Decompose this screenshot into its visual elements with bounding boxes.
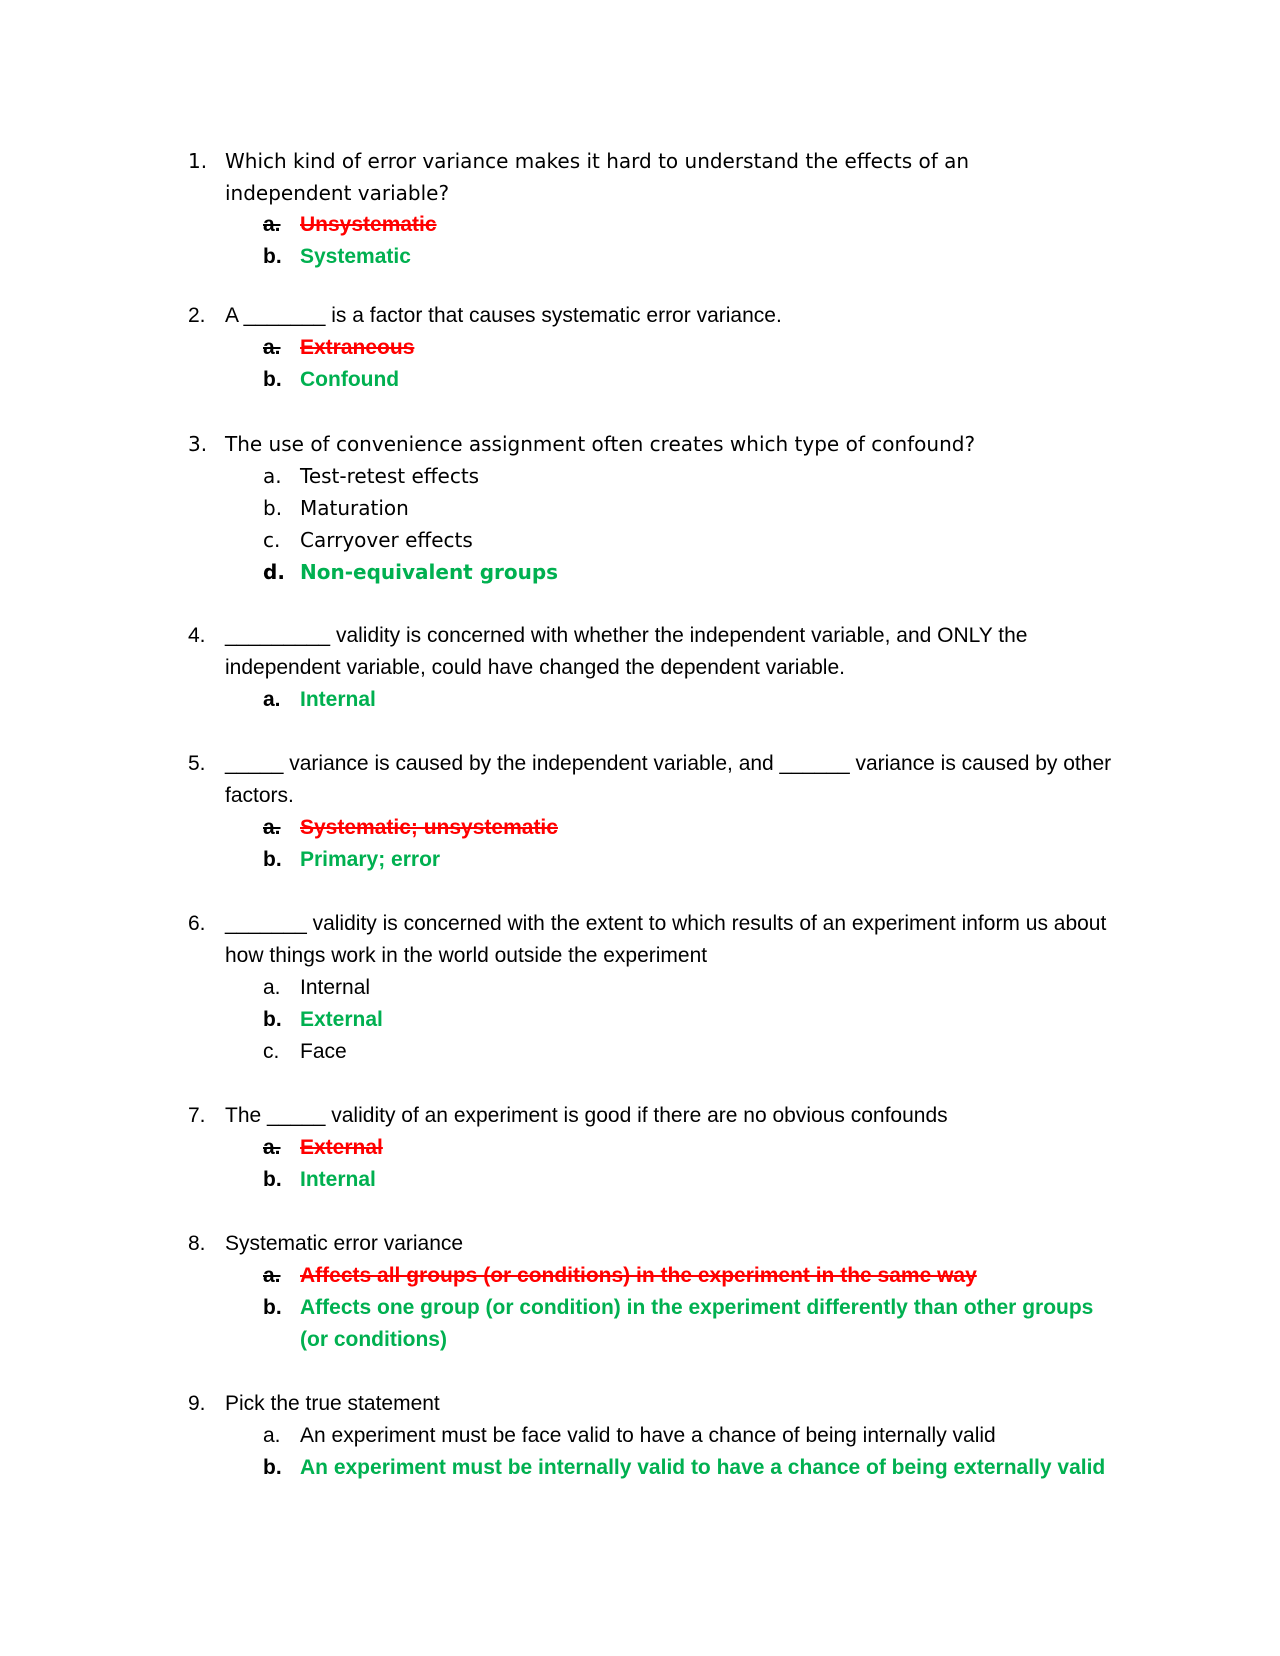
question-number: 3. [188,432,208,456]
question-7 [0,1100,1280,1196]
question-1 [0,145,1280,273]
option-b: b. External [263,1008,383,1031]
option-b: b. Internal [263,1168,376,1191]
question-8 [0,1228,1280,1356]
question-number: 1. [188,149,208,173]
question-9 [0,1388,1280,1484]
question-5 [0,748,1280,876]
question-text: _______ validity is concerned with the extent to which results of an experiment inform us about how things work in the world outside the experiment [225,912,1107,967]
question-number: 9. [188,1392,206,1415]
option-a: a. Systematic; unsystematic [263,816,558,839]
question-text: Which kind of error variance makes it hard to understand the effects of an independent variable? [225,149,970,205]
question-2 [0,300,1280,396]
question-text: Systematic error variance [225,1232,464,1255]
option-a: a. External [263,1136,383,1159]
option-a: a. Internal [263,976,371,999]
option-d: d. Non-equivalent groups [263,560,559,584]
option-b: b. Primary; error [263,848,441,871]
question-text: The _____ validity of an experiment is good if there are no obvious confounds [225,1104,948,1127]
option-b: b. Confound [263,368,400,391]
question-number: 2. [188,304,206,327]
option-b: b. An experiment must be internally valid to have a chance of being externally valid [263,1456,1106,1479]
option-b: b. Maturation [263,496,409,520]
question-number: 5. [188,752,206,775]
option-a: a. Unsystematic [263,213,437,236]
question-number: 4. [188,624,206,647]
question-number: 7. [188,1104,206,1127]
option-a: a. Internal [263,688,376,711]
question-text: _____ variance is caused by the independent variable, and ______ variance is caused by other factors. [225,752,1112,807]
question-number: 8. [188,1232,206,1255]
question-6 [0,908,1280,1068]
question-number: 6. [188,912,206,935]
question-text: _________ validity is concerned with whether the independent variable, and ONLY the independent variable, could have changed the dependent variable. [225,624,1028,679]
option-a: a. Affects all groups (or conditions) in the experiment in the same way [263,1264,977,1287]
option-c: c. Carryover effects [263,528,473,552]
option-b: b. Affects one group (or condition) in the experiment differently than other groups (or conditions) [263,1296,1094,1351]
option-a: a. An experiment must be face valid to have a chance of being internally valid [263,1424,996,1447]
option-a: a. Test-retest effects [263,464,480,488]
question-3 [0,428,1280,588]
question-4 [0,620,1280,716]
option-c: c. Face [263,1040,347,1063]
question-text: Pick the true statement [225,1392,440,1415]
question-text: The use of convenience assignment often creates which type of confound? [225,432,976,456]
option-a: a. Extraneous [263,336,415,359]
option-b: b. Systematic [263,245,411,268]
question-text: A _______ is a factor that causes systematic error variance. [225,304,782,327]
